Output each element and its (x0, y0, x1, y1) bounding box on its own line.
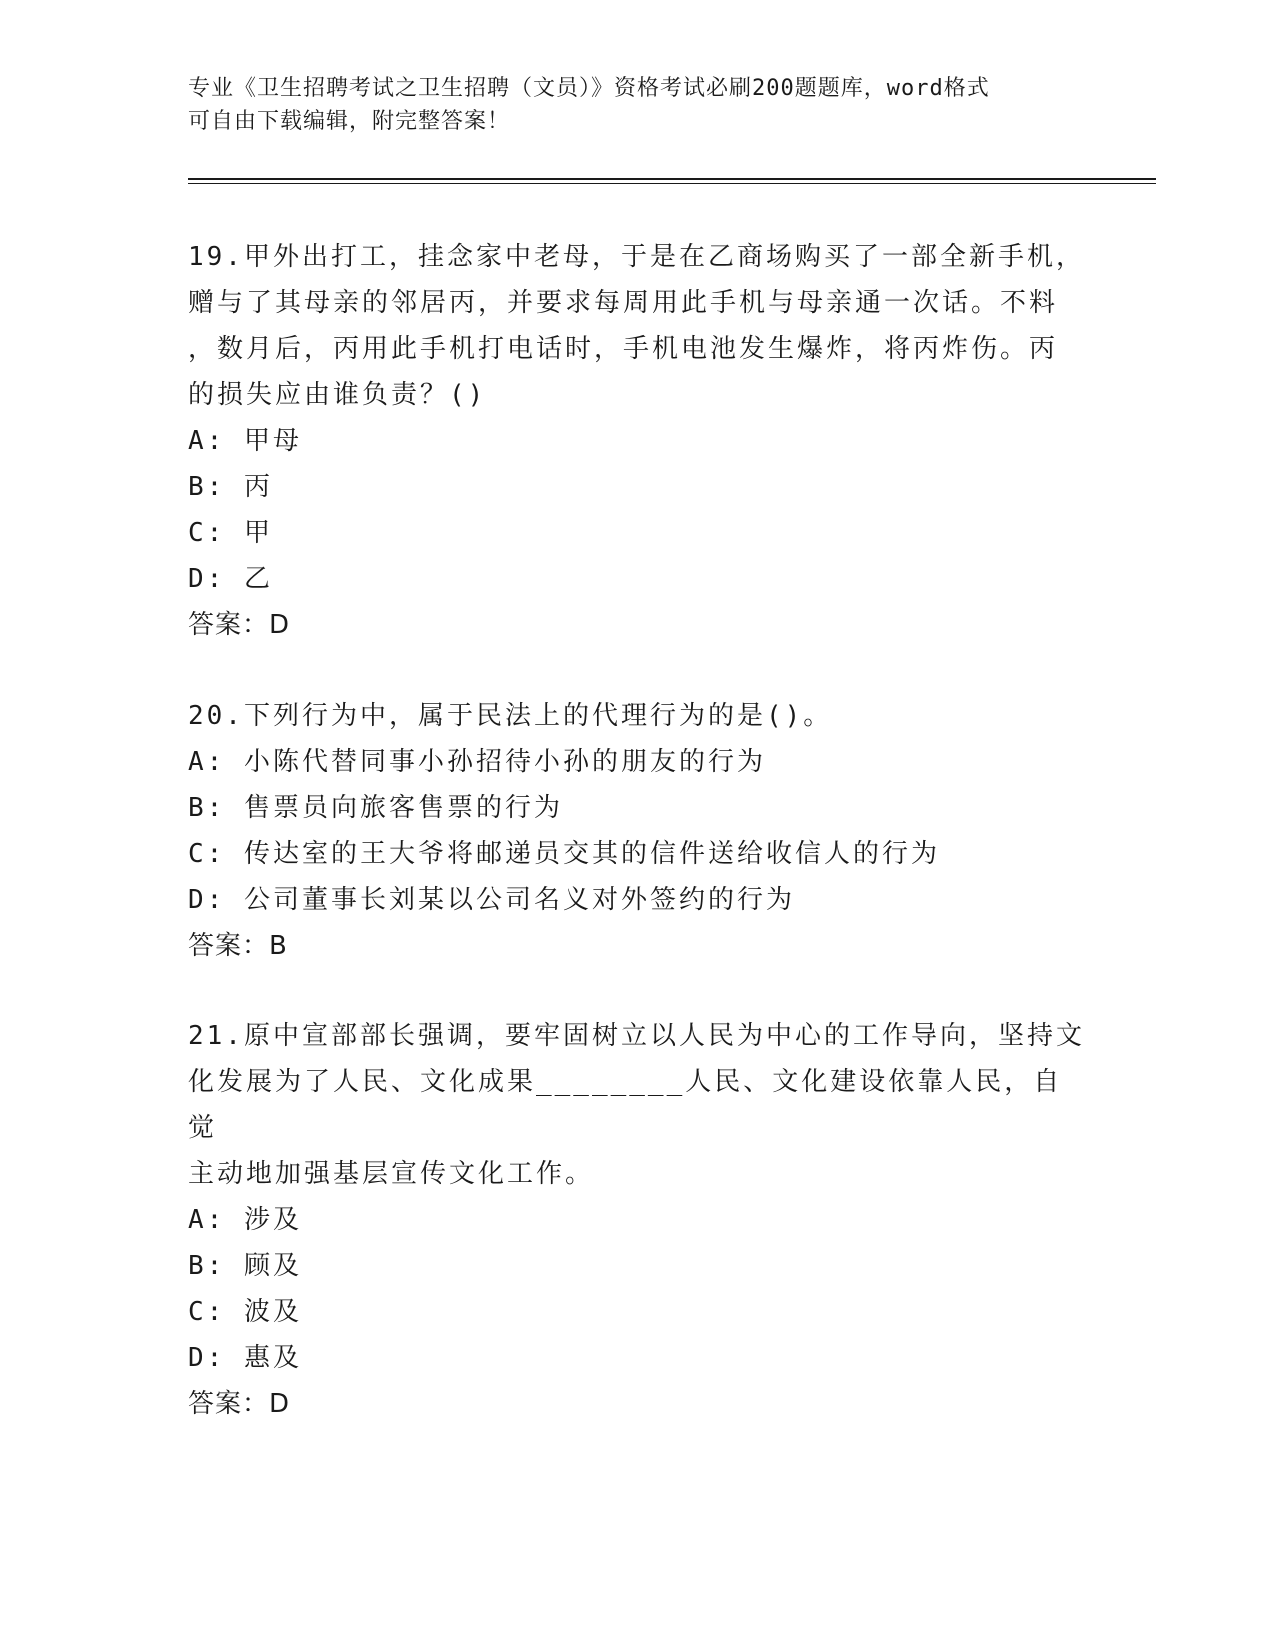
option-a: A: 甲母 (188, 426, 302, 456)
document-header (188, 72, 1088, 138)
option-b: B: 顾及 (188, 1251, 302, 1281)
header-line-2: 可自由下载编辑，附完整答案！ (188, 109, 511, 134)
header-divider-top (188, 178, 1156, 180)
option-c: C: 传达室的王大爷将邮递员交其的信件送给收信人的行为 (188, 839, 940, 869)
header-divider-bottom (188, 183, 1156, 184)
option-a: A: 小陈代替同事小孙招待小孙的朋友的行为 (188, 747, 766, 777)
answer-line: 答案：D (188, 610, 291, 640)
question-20 (188, 693, 1088, 969)
question-text-line: 20.下列行为中，属于民法上的代理行为的是()。 (188, 701, 833, 731)
answer-line: 答案：B (188, 931, 288, 961)
answer-line: 答案：D (188, 1389, 291, 1419)
question-text-line: 化发展为了人民、文化成果________人民、文化建设依靠人民，自觉 (188, 1067, 1063, 1143)
option-d: D: 公司董事长刘某以公司名义对外签约的行为 (188, 885, 795, 915)
question-text-line: 的损失应由谁负责？() (188, 380, 487, 410)
option-c: C: 波及 (188, 1297, 302, 1327)
option-b: B: 丙 (188, 472, 273, 502)
header-line-1: 专业《卫生招聘考试之卫生招聘（文员）》资格考试必刷200题题库，word格式 (188, 76, 990, 101)
option-a: A: 涉及 (188, 1205, 302, 1235)
question-text-line: ，数月后，丙用此手机打电话时，手机电池发生爆炸，将丙炸伤。丙 (188, 334, 1059, 364)
question-text-line: 19.甲外出打工，挂念家中老母，于是在乙商场购买了一部全新手机， (188, 242, 1085, 272)
question-19 (188, 234, 1088, 648)
option-c: C: 甲 (188, 518, 273, 548)
question-text-line: 主动地加强基层宣传文化工作。 (188, 1159, 595, 1189)
question-text-line: 21.原中宣部部长强调，要牢固树立以人民为中心的工作导向，坚持文 (188, 1021, 1085, 1051)
question-text-line: 赠与了其母亲的邻居丙，并要求每周用此手机与母亲通一次话。不料 (188, 288, 1059, 318)
question-21 (188, 1013, 1088, 1427)
option-d: D: 乙 (188, 564, 273, 594)
option-b: B: 售票员向旅客售票的行为 (188, 793, 563, 823)
option-d: D: 惠及 (188, 1343, 302, 1373)
